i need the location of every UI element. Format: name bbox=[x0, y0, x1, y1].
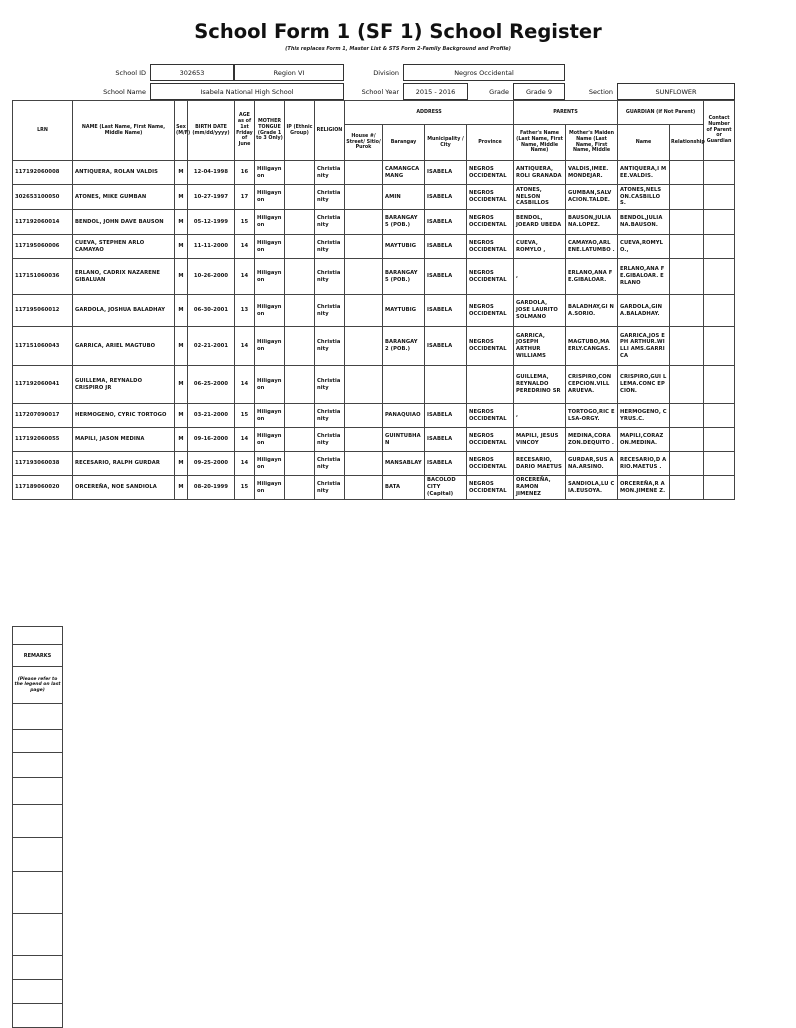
cell-barangay: CAMANGCAMANG bbox=[383, 161, 425, 185]
grade-label: Grade bbox=[489, 87, 509, 96]
cell-province: NEGROS OCCIDENTAL bbox=[467, 259, 514, 295]
cell-father: ATONES, NELSON CASBILLOS bbox=[514, 185, 566, 210]
cell-sex: M bbox=[175, 295, 188, 327]
cell-tongue: Hiligaynon bbox=[255, 366, 285, 404]
register-table bbox=[12, 100, 735, 500]
cell-contact bbox=[704, 161, 735, 185]
cell-municipality: ISABELA bbox=[425, 428, 467, 452]
col-municipality: Municipality / City bbox=[425, 125, 467, 161]
cell-tongue: Hiligaynon bbox=[255, 259, 285, 295]
cell-tongue: Hiligaynon bbox=[255, 161, 285, 185]
col-barangay: Barangay bbox=[383, 125, 425, 161]
form-title: School Form 1 (SF 1) School Register bbox=[194, 20, 602, 43]
cell-municipality: ISABELA bbox=[425, 185, 467, 210]
cell-municipality: BACOLOD CITY (Capital) bbox=[425, 476, 467, 500]
cell-mother: ERLANO,ANA FE.GIBALOAR. bbox=[566, 259, 618, 295]
cell-father: MAPILI, JESUS VINCOY bbox=[514, 428, 566, 452]
school-year-value: 2015 - 2016 bbox=[403, 83, 468, 100]
cell-mother: GURDAR,SUS ANA.ARSINO. bbox=[566, 452, 618, 476]
cell-religion: Christianity bbox=[315, 295, 345, 327]
cell-tongue: Hiligaynon bbox=[255, 428, 285, 452]
cell-lrn: 117192060055 bbox=[13, 428, 73, 452]
cell-sex: M bbox=[175, 259, 188, 295]
cell-sex: M bbox=[175, 428, 188, 452]
col-mother: Mother's Maiden Name (Last Name, First Name, Middle bbox=[566, 125, 618, 161]
cell-province: NEGROS OCCIDENTAL bbox=[467, 327, 514, 366]
cell-ip bbox=[285, 452, 315, 476]
cell-province: NEGROS OCCIDENTAL bbox=[467, 476, 514, 500]
remarks-table bbox=[12, 626, 63, 1028]
cell-barangay: PANAQUIAO bbox=[383, 404, 425, 428]
division-value: Negros Occidental bbox=[403, 64, 565, 81]
cell-municipality: ISABELA bbox=[425, 452, 467, 476]
cell-birth: 06-30-2001 bbox=[188, 295, 235, 327]
cell-birth: 10-27-1997 bbox=[188, 185, 235, 210]
cell-lrn: 117151060043 bbox=[13, 327, 73, 366]
cell-lrn: 117192060041 bbox=[13, 366, 73, 404]
cell-father: CUEVA, ROMYLO , bbox=[514, 235, 566, 259]
cell-age: 13 bbox=[235, 295, 255, 327]
col-birth-date: BIRTH DATE (mm/dd/yyyy) bbox=[188, 101, 235, 161]
cell-birth: 11-11-2000 bbox=[188, 235, 235, 259]
region-value: Region VI bbox=[234, 64, 344, 81]
cell-contact bbox=[704, 327, 735, 366]
cell-relationship bbox=[670, 327, 704, 366]
cell-tongue: Hiligaynon bbox=[255, 185, 285, 210]
table-row bbox=[13, 327, 735, 366]
col-address: ADDRESS bbox=[345, 101, 514, 125]
cell-religion: Christianity bbox=[315, 428, 345, 452]
cell-house bbox=[345, 452, 383, 476]
cell-birth: 09-16-2000 bbox=[188, 428, 235, 452]
cell-house bbox=[345, 235, 383, 259]
grade-value: Grade 9 bbox=[513, 83, 565, 100]
cell-municipality: ISABELA bbox=[425, 235, 467, 259]
cell-house bbox=[345, 366, 383, 404]
col-guardian: GUARDIAN (if Not Parent) bbox=[618, 101, 704, 125]
cell-mother: TORTOGO,RIC ELSA-ORGY. bbox=[566, 404, 618, 428]
cell-father: BENDOL, JOEARD UBEDA bbox=[514, 210, 566, 235]
cell-name: ANTIQUERA, ROLAN VALDIS bbox=[73, 161, 175, 185]
cell-age: 14 bbox=[235, 327, 255, 366]
cell-birth: 02-21-2001 bbox=[188, 327, 235, 366]
remarks-note: (Please refer to the legend on last page) bbox=[13, 667, 63, 704]
cell-contact bbox=[704, 235, 735, 259]
cell-province: NEGROS OCCIDENTAL bbox=[467, 161, 514, 185]
cell-name: ATONES, MIKE GUMBAN bbox=[73, 185, 175, 210]
cell-name: HERMOGENO, CYRIC TORTOGO bbox=[73, 404, 175, 428]
cell-age: 14 bbox=[235, 235, 255, 259]
cell-guardian: ORCEREÑA,R AMON.JIMENE Z. bbox=[618, 476, 670, 500]
form-subtitle: (This replaces Form 1, Master List & STS Form 2-Family Background and Profile) bbox=[285, 46, 511, 52]
cell-religion: Christianity bbox=[315, 259, 345, 295]
cell-tongue: Hiligaynon bbox=[255, 452, 285, 476]
remarks-cell[interactable] bbox=[13, 778, 63, 805]
cell-mother: CAMAYAO,ARL ENE.LATUMBO . bbox=[566, 235, 618, 259]
cell-relationship bbox=[670, 295, 704, 327]
remarks-cell[interactable] bbox=[13, 914, 63, 956]
cell-relationship bbox=[670, 185, 704, 210]
col-age: AGE as of 1st Friday of June bbox=[235, 101, 255, 161]
col-relationship: Relationship bbox=[670, 125, 704, 161]
cell-lrn: 117192060008 bbox=[13, 161, 73, 185]
cell-province bbox=[467, 366, 514, 404]
table-row bbox=[13, 428, 735, 452]
cell-relationship bbox=[670, 210, 704, 235]
cell-religion: Christianity bbox=[315, 185, 345, 210]
col-province: Province bbox=[467, 125, 514, 161]
cell-guardian: ERLANO,ANA FE.GIBALOAR. ERLANO bbox=[618, 259, 670, 295]
table-row bbox=[13, 210, 735, 235]
cell-relationship bbox=[670, 428, 704, 452]
remarks-cell[interactable] bbox=[13, 753, 63, 778]
division-label: Division bbox=[373, 68, 399, 77]
cell-municipality: ISABELA bbox=[425, 161, 467, 185]
cell-lrn: 117151060036 bbox=[13, 259, 73, 295]
cell-age: 17 bbox=[235, 185, 255, 210]
cell-sex: M bbox=[175, 404, 188, 428]
table-row bbox=[13, 366, 735, 404]
cell-tongue: Hiligaynon bbox=[255, 476, 285, 500]
cell-house bbox=[345, 185, 383, 210]
cell-religion: Christianity bbox=[315, 327, 345, 366]
cell-contact bbox=[704, 295, 735, 327]
cell-province: NEGROS OCCIDENTAL bbox=[467, 235, 514, 259]
cell-sex: M bbox=[175, 327, 188, 366]
cell-name: CUEVA, STEPHEN ARLO CAMAYAO bbox=[73, 235, 175, 259]
cell-municipality: ISABELA bbox=[425, 327, 467, 366]
cell-religion: Christianity bbox=[315, 452, 345, 476]
cell-ip bbox=[285, 161, 315, 185]
cell-father: , bbox=[514, 259, 566, 295]
cell-guardian: ANTIQUERA,I MEE.VALDIS. bbox=[618, 161, 670, 185]
cell-birth: 10-26-2000 bbox=[188, 259, 235, 295]
cell-mother: BALADHAY,GI NA.SORIO. bbox=[566, 295, 618, 327]
cell-religion: Christianity bbox=[315, 366, 345, 404]
cell-religion: Christianity bbox=[315, 476, 345, 500]
col-religion: RELIGION bbox=[315, 101, 345, 161]
remarks-cell[interactable] bbox=[13, 956, 63, 980]
cell-age: 15 bbox=[235, 210, 255, 235]
cell-lrn: 117195060006 bbox=[13, 235, 73, 259]
cell-province: NEGROS OCCIDENTAL bbox=[467, 185, 514, 210]
cell-sex: M bbox=[175, 235, 188, 259]
cell-contact bbox=[704, 185, 735, 210]
cell-municipality: ISABELA bbox=[425, 210, 467, 235]
col-contact: Contact Number of Parent or Guardian bbox=[704, 101, 735, 161]
cell-age: 14 bbox=[235, 452, 255, 476]
table-row bbox=[13, 235, 735, 259]
cell-ip bbox=[285, 327, 315, 366]
cell-barangay: BATA bbox=[383, 476, 425, 500]
cell-barangay: BARANGAY 5 (POB.) bbox=[383, 210, 425, 235]
cell-province: NEGROS OCCIDENTAL bbox=[467, 210, 514, 235]
cell-birth: 06-25-2000 bbox=[188, 366, 235, 404]
cell-tongue: Hiligaynon bbox=[255, 210, 285, 235]
cell-tongue: Hiligaynon bbox=[255, 235, 285, 259]
cell-relationship bbox=[670, 161, 704, 185]
cell-guardian: HERMOGENO, CYRUS.C. bbox=[618, 404, 670, 428]
cell-religion: Christianity bbox=[315, 210, 345, 235]
cell-age: 16 bbox=[235, 161, 255, 185]
table-row bbox=[13, 295, 735, 327]
cell-father: RECESARIO, DARIO MAETUS bbox=[514, 452, 566, 476]
cell-ip bbox=[285, 404, 315, 428]
school-id-value: 302653 bbox=[150, 64, 234, 81]
cell-lrn: 117193060038 bbox=[13, 452, 73, 476]
cell-lrn: 117207090017 bbox=[13, 404, 73, 428]
cell-barangay: MAYTUBIG bbox=[383, 295, 425, 327]
section-value: SUNFLOWER bbox=[617, 83, 735, 100]
cell-tongue: Hiligaynon bbox=[255, 295, 285, 327]
cell-religion: Christianity bbox=[315, 404, 345, 428]
table-row bbox=[13, 404, 735, 428]
cell-ip bbox=[285, 235, 315, 259]
col-sex: Sex (M/F) bbox=[175, 101, 188, 161]
remarks-cell[interactable] bbox=[13, 872, 63, 914]
cell-lrn: 302653100050 bbox=[13, 185, 73, 210]
cell-birth: 12-04-1998 bbox=[188, 161, 235, 185]
cell-name: ERLANO, CADRIX NAZARENE GIBALUAN bbox=[73, 259, 175, 295]
remarks-cell[interactable] bbox=[13, 805, 63, 838]
cell-age: 14 bbox=[235, 259, 255, 295]
col-lrn: LRN bbox=[13, 101, 73, 161]
cell-relationship bbox=[670, 235, 704, 259]
cell-relationship bbox=[670, 452, 704, 476]
cell-father: GARRICA, JOSEPH ARTHUR WILLIAMS bbox=[514, 327, 566, 366]
cell-ip bbox=[285, 185, 315, 210]
cell-age: 15 bbox=[235, 404, 255, 428]
cell-mother: GUMBAN,SALV ACION.TALDE. bbox=[566, 185, 618, 210]
section-label: Section bbox=[588, 87, 613, 96]
cell-mother: BAUSON,JULIA NA.LOPEZ. bbox=[566, 210, 618, 235]
cell-father: ANTIQUERA, ROLI GRANADA bbox=[514, 161, 566, 185]
cell-sex: M bbox=[175, 476, 188, 500]
cell-sex: M bbox=[175, 161, 188, 185]
cell-ip bbox=[285, 428, 315, 452]
cell-house bbox=[345, 476, 383, 500]
cell-barangay: MANSABLAY bbox=[383, 452, 425, 476]
cell-tongue: Hiligaynon bbox=[255, 327, 285, 366]
cell-name: ORCEREÑA, NOE SANDIOLA bbox=[73, 476, 175, 500]
cell-ip bbox=[285, 295, 315, 327]
cell-contact bbox=[704, 366, 735, 404]
table-row bbox=[13, 161, 735, 185]
cell-father: ORCEREÑA, RAMON JIMENEZ bbox=[514, 476, 566, 500]
cell-name: GUILLEMA, REYNALDO CRISPIRO JR bbox=[73, 366, 175, 404]
remarks-cell[interactable] bbox=[13, 838, 63, 872]
col-parents: PARENTS bbox=[514, 101, 618, 125]
cell-house bbox=[345, 404, 383, 428]
cell-guardian: GARRICA,JOS EPH ARTHUR.WILLI AMS.GARRICA bbox=[618, 327, 670, 366]
cell-barangay: AMIN bbox=[383, 185, 425, 210]
cell-municipality bbox=[425, 366, 467, 404]
table-row bbox=[13, 185, 735, 210]
cell-father: GARDOLA, JOSE LAURITO SOLMANO bbox=[514, 295, 566, 327]
cell-relationship bbox=[670, 259, 704, 295]
cell-guardian: BENDOL,JULIA NA.BAUSON. bbox=[618, 210, 670, 235]
cell-name: GARDOLA, JOSHUA BALADHAY bbox=[73, 295, 175, 327]
cell-house bbox=[345, 327, 383, 366]
cell-barangay: GUINTUBHAN bbox=[383, 428, 425, 452]
table-row bbox=[13, 476, 735, 500]
cell-contact bbox=[704, 259, 735, 295]
cell-municipality: ISABELA bbox=[425, 404, 467, 428]
cell-contact bbox=[704, 210, 735, 235]
cell-municipality: ISABELA bbox=[425, 295, 467, 327]
cell-guardian: CUEVA,ROMYL O., bbox=[618, 235, 670, 259]
cell-province: NEGROS OCCIDENTAL bbox=[467, 295, 514, 327]
cell-tongue: Hiligaynon bbox=[255, 404, 285, 428]
cell-ip bbox=[285, 210, 315, 235]
cell-sex: M bbox=[175, 185, 188, 210]
cell-house bbox=[345, 295, 383, 327]
cell-guardian: GARDOLA,GIN A.BALADHAY. bbox=[618, 295, 670, 327]
cell-guardian: MAPILI,CORAZ ON.MEDINA. bbox=[618, 428, 670, 452]
cell-barangay: BARANGAY 5 (POB.) bbox=[383, 259, 425, 295]
school-name-label: School Name bbox=[103, 87, 146, 96]
cell-province: NEGROS OCCIDENTAL bbox=[467, 452, 514, 476]
cell-birth: 08-20-1999 bbox=[188, 476, 235, 500]
cell-sex: M bbox=[175, 210, 188, 235]
cell-name: RECESARIO, RALPH GURDAR bbox=[73, 452, 175, 476]
remarks-header: REMARKS bbox=[13, 645, 63, 667]
cell-age: 14 bbox=[235, 366, 255, 404]
cell-birth: 05-12-1999 bbox=[188, 210, 235, 235]
cell-relationship bbox=[670, 366, 704, 404]
cell-barangay: MAYTUBIG bbox=[383, 235, 425, 259]
cell-father: GUILLEMA, REYNALDO PEREDRINO SR bbox=[514, 366, 566, 404]
col-guardian-name: Name bbox=[618, 125, 670, 161]
cell-mother: MEDINA,CORA ZON.DEQUITO . bbox=[566, 428, 618, 452]
cell-lrn: 117195060012 bbox=[13, 295, 73, 327]
cell-name: BENDOL, JOHN DAVE BAUSON bbox=[73, 210, 175, 235]
cell-guardian: RECESARIO,D ARIO.MAETUS . bbox=[618, 452, 670, 476]
cell-sex: M bbox=[175, 452, 188, 476]
cell-relationship bbox=[670, 476, 704, 500]
cell-birth: 09-25-2000 bbox=[188, 452, 235, 476]
school-id-label: School ID bbox=[115, 68, 146, 77]
cell-guardian: ATONES,NELS ON.CASBILLO S. bbox=[618, 185, 670, 210]
cell-contact bbox=[704, 476, 735, 500]
col-name: NAME (Last Name, First Name, Middle Name) bbox=[73, 101, 175, 161]
cell-house bbox=[345, 428, 383, 452]
cell-mother: MAGTUBO,MA ERLY.CANGAS. bbox=[566, 327, 618, 366]
cell-house bbox=[345, 161, 383, 185]
cell-contact bbox=[704, 404, 735, 428]
cell-municipality: ISABELA bbox=[425, 259, 467, 295]
cell-guardian: CRISPIRO,GUI LLEMA.CONC EPCION. bbox=[618, 366, 670, 404]
cell-mother: VALDIS,IMEE. MONDEJAR. bbox=[566, 161, 618, 185]
cell-relationship bbox=[670, 404, 704, 428]
cell-ip bbox=[285, 366, 315, 404]
cell-barangay bbox=[383, 366, 425, 404]
cell-age: 14 bbox=[235, 428, 255, 452]
cell-mother: SANDIOLA,LU CIA.EUSOYA. bbox=[566, 476, 618, 500]
cell-house bbox=[345, 259, 383, 295]
school-year-label: School Year bbox=[361, 87, 399, 96]
cell-province: NEGROS OCCIDENTAL bbox=[467, 428, 514, 452]
remarks-cell[interactable] bbox=[13, 730, 63, 753]
cell-contact bbox=[704, 428, 735, 452]
cell-religion: Christianity bbox=[315, 161, 345, 185]
cell-lrn: 117192060014 bbox=[13, 210, 73, 235]
cell-mother: CRISPIRO,CON CEPCION.VILL ARUEVA. bbox=[566, 366, 618, 404]
cell-name: GARRICA, ARIEL MAGTUBO bbox=[73, 327, 175, 366]
remarks-cell[interactable] bbox=[13, 980, 63, 1004]
col-house: House #/ Street/ Sitio/ Purok bbox=[345, 125, 383, 161]
cell-birth: 03-21-2000 bbox=[188, 404, 235, 428]
cell-house bbox=[345, 210, 383, 235]
table-row bbox=[13, 259, 735, 295]
cell-barangay: BARANGAY 2 (POB.) bbox=[383, 327, 425, 366]
table-row bbox=[13, 452, 735, 476]
cell-name: MAPILI, JASON MEDINA bbox=[73, 428, 175, 452]
col-father: Father's Name (Last Name, First Name, Middle Name) bbox=[514, 125, 566, 161]
cell-contact bbox=[704, 452, 735, 476]
remarks-cell[interactable] bbox=[13, 704, 63, 730]
cell-ip bbox=[285, 259, 315, 295]
remarks-cell[interactable] bbox=[13, 1004, 63, 1028]
cell-sex: M bbox=[175, 366, 188, 404]
col-ip: IP (Ethnic Group) bbox=[285, 101, 315, 161]
cell-ip bbox=[285, 476, 315, 500]
cell-province: NEGROS OCCIDENTAL bbox=[467, 404, 514, 428]
cell-lrn: 117189060020 bbox=[13, 476, 73, 500]
col-mother-tongue: MOTHER TONGUE (Grade 1 to 3 Only) bbox=[255, 101, 285, 161]
cell-father: , bbox=[514, 404, 566, 428]
school-name-value: Isabela National High School bbox=[150, 83, 344, 100]
cell-religion: Christianity bbox=[315, 235, 345, 259]
cell-age: 15 bbox=[235, 476, 255, 500]
